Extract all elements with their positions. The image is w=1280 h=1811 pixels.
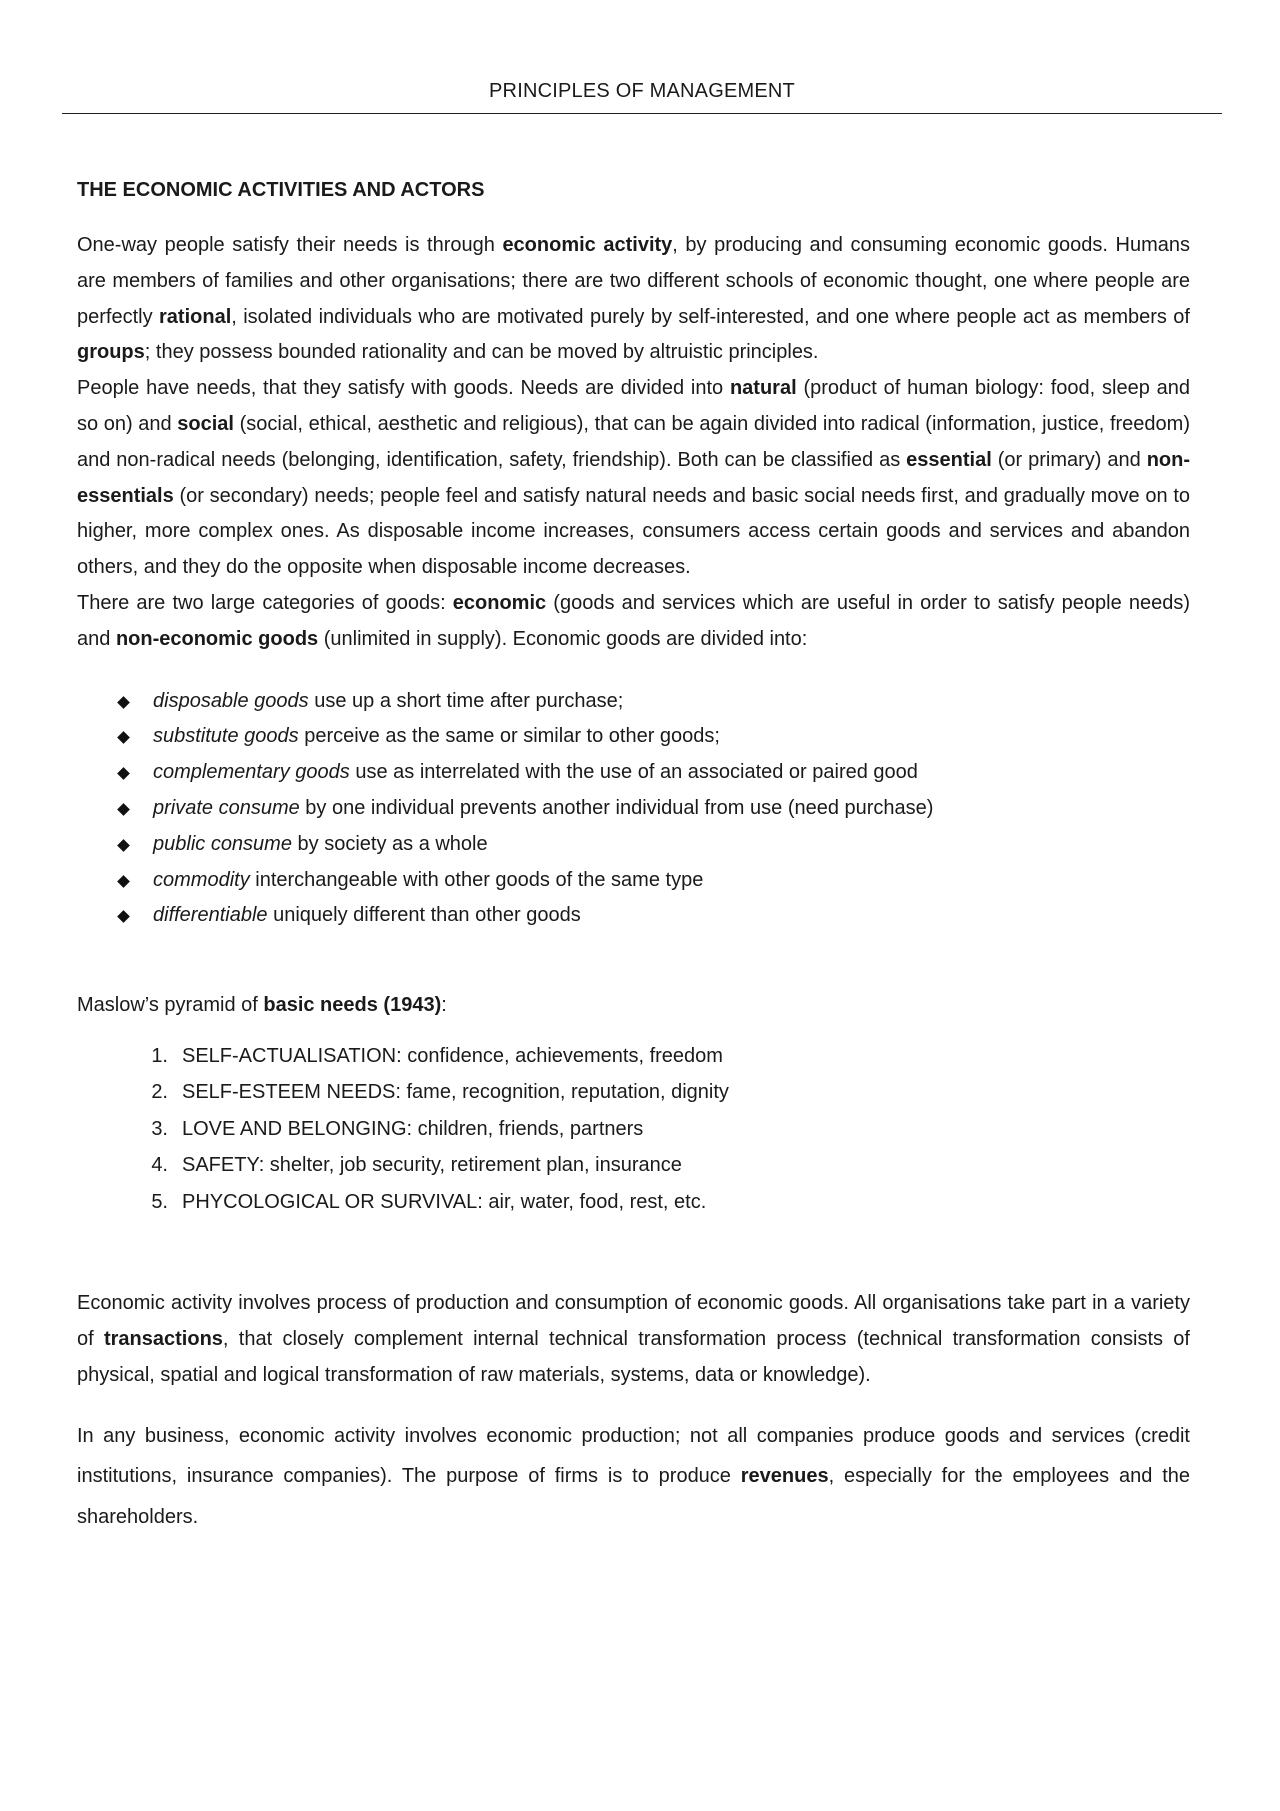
maslow-intro: Maslow’s pyramid of basic needs (1943): [77,994,447,1017]
diamond-bullet-icon [117,696,130,709]
list-item: commodity interchangeable with other goods of the same type [115,863,1190,899]
diamond-bullet-icon [117,839,130,852]
list-item: substitute goods perceive as the same or similar to other goods; [115,719,1190,755]
paragraph-goods-categories: There are two large categories of goods: economic (goods and services which are useful in order to satisfy people needs) and non-economic goods (unlimited in supply). Economic goods are divided into: [77,591,1190,650]
diamond-bullet-icon [117,803,130,816]
list-item: 2. SELF-ESTEEM NEEDS: fame, recognition, reputation, dignity [151,1081,729,1104]
list-item: disposable goods use up a short time after purchase; [115,684,1190,720]
header-rule [62,113,1222,114]
list-item: complementary goods use as interrelated with the use of an associated or paired good [115,755,1190,791]
document-body [77,172,1190,1537]
bold-term: non-economic goods [115,627,319,650]
running-header: PRINCIPLES OF MANAGEMENT [489,80,795,102]
diamond-bullet-icon [117,910,130,923]
list-item: 3. LOVE AND BELONGING: children, friends, partners [151,1117,644,1140]
bold-term: natural [729,377,797,400]
bold-term: transactions [103,1328,223,1351]
bold-term: essential [906,448,992,471]
bold-term: economic [452,591,547,614]
paragraph-needs: People have needs, that they satisfy with goods. Needs are divided into natural (product of human biology: food, sleep and so on) and social (social, ethical, aesthetic and religious), that can be again divided into radical (information, justice, freedom) and non-radical needs (belonging, identification, safety, friendship). Both can be classified as essential (or primary) and non-essentials (or secondary) needs; people feel and satisfy natural needs and basic social needs first, and gradually move on to higher, more complex ones. As disposable income increases, consumers access certain goods and services and abandon others, and they do the opposite when disposable income decreases. [77,377,1190,579]
list-item: differentiable uniquely different than other goods [115,898,1190,934]
list-item: 4. SAFETY: shelter, job security, retirement plan, insurance [151,1154,682,1177]
paragraph-economic-activity: One-way people satisfy their needs is through economic activity, by producing and consuming economic goods. Humans are members of families and other organisations; there are two different schools of economic thought, one where people are perfectly rational, isolated individuals who are motivated purely by self-interested, and one where people act as members of groups; they possess bounded rationality and can be moved by altruistic principles. [77,234,1191,364]
bold-term: social [177,412,234,435]
list-item: 5. PHYCOLOGICAL OR SURVIVAL: air, water, food, rest, etc. [151,1190,707,1213]
bold-term: basic needs (1943) [263,994,442,1017]
diamond-bullet-icon [117,875,130,888]
bold-term: rational [159,305,232,328]
paragraph-business: In any business, economic activity involves economic production; not all companies produce goods and services (credit institutions, insurance companies). The purpose of firms is to produce revenues, especially for the employees and the shareholders. [77,1424,1190,1528]
diamond-bullet-icon [117,731,130,744]
diamond-bullet-icon [117,767,130,780]
list-item: public consume by society as a whole [115,827,1190,863]
goods-list [77,684,1190,935]
bold-term: groups [77,341,145,364]
section-title: THE ECONOMIC ACTIVITIES AND ACTORS [77,179,485,201]
bold-term: revenues [740,1465,829,1488]
list-item: private consume by one individual prevents another individual from use (need purchase) [115,791,1190,827]
paragraph-transactions: Economic activity involves process of production and consumption of economic goods. All organisations take part in a variety of transactions, that closely complement internal technical transformation process (technical transformation consists of physical, spatial and logical transformation of raw materials, systems, data or knowledge). [77,1292,1190,1387]
bold-term: non-essentials [77,448,1190,507]
bold-term: economic activity [502,234,673,256]
list-item: 1. SELF-ACTUALISATION: confidence, achievements, freedom [151,1044,723,1067]
maslow-needs-list [77,1038,1190,1221]
